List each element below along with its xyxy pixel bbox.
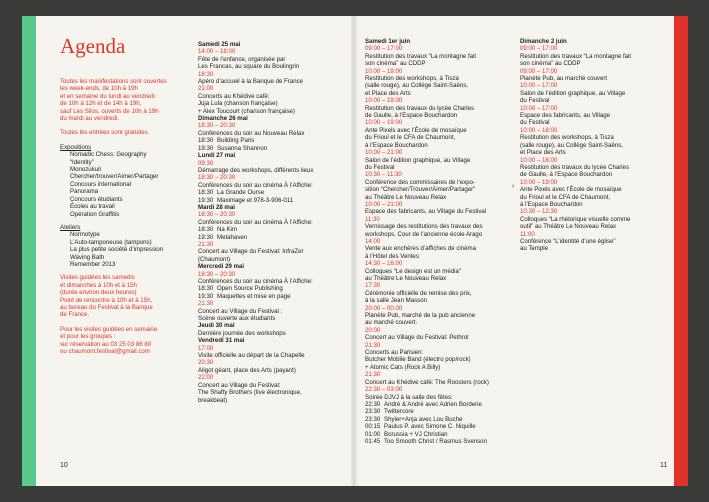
cursor-marker: ‹ [512, 183, 515, 190]
event-time: 18:30 – 20:30 [198, 174, 236, 182]
sub-event-label: Metahaven [217, 233, 248, 241]
event-time: 10:00 – 17:00 [520, 104, 558, 112]
event-time: 21:30 [365, 371, 381, 379]
sub-event [198, 293, 348, 300]
event-text: Conférence “L’identité d’une église” [520, 237, 616, 245]
event-text: Restitution des travaux du lycée Charles [520, 163, 630, 171]
event-time: 14:30 – 16:00 [365, 260, 403, 268]
event-time: 10:00 – 17:00 [520, 82, 558, 90]
sub-event [198, 197, 348, 204]
sub-event-time: 18:30 [198, 189, 214, 197]
sub-event-time: 00:15 [365, 423, 381, 431]
day-heading: Mercredi 29 mai [198, 263, 245, 271]
day-heading: Vendredi 31 mai [198, 337, 245, 345]
event-text: Conférences du soir au cinéma À l’Affiche: [198, 218, 313, 226]
book-gutter [350, 16, 358, 486]
event [520, 45, 665, 67]
event-text: son cinéma” au CDDP [520, 60, 581, 68]
day-heading: Dimanche 26 mai [198, 115, 248, 123]
sub-event-time: 18:30 [198, 226, 214, 234]
text-line: Visites guidées les samedis [60, 274, 135, 282]
event-text: (Chaumont) [198, 255, 231, 263]
list-item: Concours étudiants [70, 195, 123, 203]
event [365, 68, 510, 98]
event-text: Fête de l’enfance, organisée par [198, 55, 286, 63]
event-text: Démarrage des workshops, différents lieux [198, 166, 314, 174]
event-text: au Théâtre Le Nouveau Relax [365, 193, 447, 201]
event-time: 10:00 – 19:00 [365, 119, 403, 127]
event-text: Vernissage des restitutions des travaux des [365, 223, 483, 231]
event-text: à l’Espace Bouchardon [520, 200, 583, 208]
day-block [198, 115, 348, 152]
event [365, 119, 510, 149]
guided-visits-text [60, 274, 182, 318]
event-text: Ante Pixels avec l’École de mosaïque [520, 186, 622, 194]
text-line: de France. [60, 311, 90, 319]
event-time: 18:30 – 20:30 [198, 122, 236, 130]
event-time: 22:30 – 03:00 [365, 386, 403, 394]
event-text: Butcher Mobile Band (électro pop/rock) [365, 356, 471, 364]
event [198, 211, 348, 241]
event-text: Salon de l’édition graphique, au Village [520, 89, 626, 97]
event-text: Concert au Village du Festival: [198, 381, 281, 389]
day-block [520, 38, 665, 253]
event-text: Les Francas, au square du Boulingrin [198, 63, 300, 71]
list-item: Remember 2013 [70, 260, 116, 268]
sub-event-time: 19:30 [198, 292, 214, 300]
event-time: 10:00 – 18:00 [520, 126, 558, 134]
event-text: breakbeat) [198, 396, 228, 404]
event-time: 21:30 [365, 341, 381, 349]
group-visits-text [60, 326, 182, 356]
event-time: 11:30 [365, 215, 380, 223]
event-text: Restitution des travaux du lycée Charles [365, 104, 475, 112]
text-line: et dimanches à 10h et à 15h [60, 281, 137, 289]
event-time: 09:00 – 17:00 [520, 45, 558, 53]
schedule-column-2 [365, 38, 510, 445]
list-item: Normotype [70, 231, 100, 239]
event-text: à l’Espace Bouchardon [365, 141, 428, 149]
event [520, 208, 665, 230]
event-time: 09:00 – 17:00 [520, 67, 558, 75]
day-block [198, 263, 348, 322]
event-text: au Temple [520, 245, 549, 253]
event-time: 10:00 – 21:00 [365, 200, 403, 208]
event [365, 216, 510, 238]
day-block [198, 337, 348, 404]
event-text: Conférences du soir au cinéma À l’Affiche: [198, 278, 313, 285]
event-text: Espace des fabricants, au Village du Festival [365, 208, 487, 216]
page-title: Agenda [60, 34, 126, 58]
day-heading: Samedi 25 mai [198, 41, 241, 48]
sub-event [198, 137, 348, 144]
event-text: Restitution des travaux “La montagne fait [520, 52, 632, 60]
expositions-list [60, 144, 182, 218]
sub-event-time: 22:30 [365, 400, 381, 408]
event [520, 82, 665, 104]
event-text: Concerts au Khédive café: [198, 92, 270, 100]
event [365, 305, 510, 327]
sub-event-time: 23:30 [365, 415, 381, 423]
event-text: de Gaulle, à l’Espace Bouchardon [520, 171, 613, 179]
event-text: Soirée DJVJ à la salle des fêtes: [365, 393, 453, 401]
event-time: 17:00 [198, 344, 214, 352]
event [365, 282, 510, 304]
event [365, 342, 510, 372]
text-line: Toutes les entrées sont gratuites. [60, 129, 150, 137]
event-text: + Atomic Cats (Rock A Billy) [365, 363, 441, 371]
sub-event-time: 18:30 [198, 137, 214, 145]
event [520, 127, 665, 157]
text-line: sur réservation au 03 25 03 86 80 [60, 340, 152, 348]
event [198, 122, 348, 152]
event-text: Restitution des workshops, à Tisza [520, 134, 614, 142]
event-text: Apéro d’accueil à la Banque de France [198, 78, 304, 86]
sub-event-label: Shyler+Anja avec Lou Buche [384, 415, 463, 423]
event-time: 18:30 [198, 70, 214, 78]
event-text: à l’Hôtel des Ventes [365, 252, 419, 260]
event-time: 21:30 [198, 240, 214, 248]
sub-event-label: Twittercore [384, 408, 414, 416]
event-time: 10:30 – 12:30 [520, 208, 558, 216]
event-text: Conférences du soir au cinéma À l’Affiche: [198, 181, 313, 189]
list-item: La plus petite société d’impression [70, 246, 164, 254]
event-time: 09:30 [198, 159, 214, 167]
event [365, 386, 510, 445]
red-edge-strip [674, 16, 688, 486]
event-text: workshops, Cour de l’ancienne école Arago [365, 230, 483, 238]
text-line: les week-ends, de 10h à 19h [60, 85, 138, 93]
event [198, 71, 348, 86]
day-heading: Dimanche 2 juin [520, 38, 567, 45]
event-text: du Festival [365, 163, 395, 171]
text-line: et en semaine du lundi au vendredi [60, 92, 155, 100]
event [198, 271, 348, 301]
event-text: Restitution des travaux “La montagne fait [365, 52, 477, 60]
event-text: Scène ouverte aux étudiants [198, 315, 276, 323]
sub-event-time: 19:30 [198, 196, 214, 204]
list-item: Concours international [70, 180, 131, 188]
event-time: 10:00 – 19:00 [365, 67, 403, 75]
sub-event [365, 401, 510, 408]
event-text: et Place des Arts [365, 89, 411, 97]
text-line: Pour les visites guidées en semaine [60, 325, 158, 333]
event [365, 201, 510, 216]
sub-event-time: 18:30 [198, 285, 214, 293]
list-item: “Identity” [70, 158, 94, 166]
sub-event [198, 189, 348, 196]
expositions-list-title: Expositions [60, 143, 92, 151]
sub-event-label: André & André avec Adrien Borderie [384, 400, 482, 408]
event-text: Concert au Khédive café: The Roosters (rock) [365, 378, 489, 386]
list-item: Monozukuri [70, 166, 102, 174]
event-time: 20:00 – 00:00 [365, 304, 403, 312]
schedule-column-3 [520, 38, 665, 253]
event-text: Planète Pub, au marché couvert [520, 75, 608, 83]
day-heading: Samedi 1er juin [365, 38, 411, 45]
event-text: The Shafty Brothers (live électronique, [198, 389, 302, 397]
event [198, 174, 348, 204]
event-time: 21:00 [198, 85, 214, 93]
event [520, 157, 665, 179]
event-text: au Théâtre Le Nouveau Relax [365, 275, 447, 282]
sub-event-label: Na Kim [217, 226, 237, 234]
text-line: au bureau du Festival à la Banque [60, 303, 153, 311]
event-text: Vente aux enchères d’affiches de cinéma [365, 245, 477, 253]
event-time: 10:00 – 19:00 [520, 178, 558, 186]
sub-event-label: Susanna Shannon [217, 144, 268, 152]
sub-event-time: 01:45 [365, 437, 381, 445]
day-block [198, 322, 348, 337]
event-time: 10:00 – 19:00 [365, 97, 403, 105]
event [365, 171, 510, 201]
list-item: Nomadic Chess: Geography [70, 151, 147, 159]
event [198, 85, 348, 115]
event-text: Ante Pixels avec l’École de mosaïque [365, 126, 467, 134]
sub-event [198, 145, 348, 152]
sub-event-time: 19:30 [198, 233, 214, 241]
day-heading: Jeudi 30 mai [198, 322, 235, 330]
event-text: Colloques “Le design est un média” [365, 267, 461, 275]
event [520, 179, 665, 209]
event-time: 20:00 [365, 326, 381, 334]
event-text: Concerts au Parisien: [365, 349, 424, 357]
event-time: 14:00 [365, 237, 381, 245]
event-time: 10:30 – 11:30 [365, 171, 402, 179]
day-block [198, 204, 348, 263]
event-text: Restitution des workshops, à Tisza [365, 75, 459, 83]
event-text: Concert au Village du Festival : [198, 307, 283, 315]
event [365, 45, 510, 67]
event-text: Visite officielle au départ de la Chapelle [198, 352, 305, 360]
event [198, 241, 348, 263]
event [198, 345, 348, 360]
event [365, 238, 510, 260]
sub-event [365, 408, 510, 415]
event-text: Juja Lula (chanson française) [198, 100, 278, 108]
text-line: (durée environ deux heures) [60, 289, 137, 297]
event-text: Conférences du soir au Nouveau Relax [198, 129, 305, 137]
list-item: Opération Graffitis [70, 210, 120, 218]
event-text: Espace des fabricants, au Village [520, 112, 610, 120]
event-text: du Frioul et le CFA de Chaumont, [520, 193, 611, 201]
event [365, 149, 510, 171]
event [198, 359, 348, 374]
day-heading: Lundi 27 mai [198, 152, 236, 160]
list-item: Panorama [70, 188, 99, 196]
event-text: du Frioul et le CFA de Chaumont, [365, 134, 456, 142]
event [198, 160, 348, 175]
sub-event-label: Too Smooth Christ / Rasmus Svenson [384, 437, 487, 445]
schedule-column-1 [198, 41, 348, 404]
text-line: Toutes les manifestations sont ouvertes [60, 78, 167, 85]
event-text: au marché couvert. [365, 319, 418, 327]
text-line: ou chaumont.festival@gmail.com [60, 348, 150, 355]
event [198, 300, 348, 322]
day-block [365, 38, 510, 445]
event [520, 68, 665, 83]
day-block [198, 41, 348, 115]
sub-event-time: 23:30 [365, 408, 381, 416]
event-text: Planète Pub, marché de la pub ancienne [365, 312, 476, 320]
sub-event [365, 423, 510, 430]
sub-event-label: Borussia + VJ Christian [384, 430, 448, 438]
sub-event [198, 285, 348, 292]
sub-event-label: Open Source Publishing [217, 285, 283, 293]
event-time: 22:00 [198, 374, 214, 382]
event-text: et Place des Arts [520, 149, 566, 157]
event-text: (salle rouge), au Collège Saint-Saëns, [520, 141, 623, 149]
sub-event-label: Building Paris [217, 137, 255, 145]
event-text: Salon de l’édition graphique, au Village [365, 156, 471, 164]
event-time: 14:00 – 18:00 [198, 48, 236, 56]
free-entry-text [60, 129, 182, 136]
sub-event [365, 438, 510, 445]
sub-event [365, 431, 510, 438]
list-item: Chercher/trouver/Aimer/Partager [70, 173, 159, 181]
event-text: Colloques “La rhétorique visuelle comme [520, 215, 631, 223]
page-number-right: 11 [660, 462, 668, 469]
event [520, 231, 665, 253]
sub-event-label: Maximage et 978-3-906-011 [217, 196, 294, 204]
sub-event-label: Maquettes et mise en page [217, 292, 291, 300]
event-time: 17:30 [365, 282, 381, 290]
sub-event-time: 19:30 [198, 144, 214, 152]
event [365, 260, 510, 282]
list-item: Waving Bath [70, 253, 105, 261]
event-text: sition “Chercher/Trouver/Aimer/Partager” [365, 186, 476, 194]
sub-event-time: 01:00 [365, 430, 381, 438]
event-text: Cérémonie officielle de remise des prix, [365, 289, 472, 297]
event-text: + Alex Toucourt (chanson française) [198, 107, 295, 115]
event [198, 374, 348, 404]
event-text: Concert au Village du Festival: InfraZer [198, 248, 304, 256]
text-line: de 10h à 12h et de 14h à 19h, [60, 100, 142, 108]
event-text: Concert au Village du Festival: Pethrol [365, 334, 469, 342]
text-line: Point de rencontre à 10h et à 15h, [60, 296, 153, 304]
event-time: 18:30 – 20:30 [198, 270, 236, 278]
event-text: à la salle Jean Masson [365, 297, 427, 305]
event-text: outil” au Théâtre Le Nouveau Relax [520, 223, 617, 231]
sub-event [198, 226, 348, 233]
event-text: du Festival [520, 97, 550, 105]
ateliers-list [60, 224, 182, 268]
event-time: 18:30 – 20:30 [198, 211, 236, 219]
event-time: 20:30 [198, 359, 214, 367]
event-text: Conférence des commissaires de l’expo- [365, 178, 476, 186]
event [365, 97, 510, 119]
sub-event-label: Paulus P. avec Simone C. Niquille [384, 423, 476, 431]
event-text: son cinéma” au CDDP [365, 60, 426, 68]
page-number-left: 10 [60, 462, 68, 469]
event-text: Dernière journée des workshops [198, 329, 286, 337]
text-line: du mardi au vendredi. [60, 115, 119, 123]
event-time: 21:30 [198, 300, 214, 308]
text-line: et pour les groupes : [60, 333, 116, 341]
sub-event [198, 234, 348, 241]
opening-hours-text [60, 78, 182, 122]
event-text: de Gaulle, à l’Espace Bouchardon [365, 112, 458, 120]
event [365, 371, 510, 386]
green-edge-strip [22, 16, 36, 486]
event [198, 330, 348, 337]
event-time: 09:00 – 17:00 [365, 45, 403, 53]
day-block [198, 152, 348, 204]
sub-event-label: La Grande Ourse [217, 189, 265, 197]
event [365, 327, 510, 342]
event-time: 11:00 [520, 230, 535, 238]
event-time: 10:00 – 21:00 [365, 149, 403, 157]
ateliers-list-title: Ateliers [60, 223, 81, 231]
event [520, 105, 665, 127]
event-text: (salle rouge), au Collège Saint-Saëns, [365, 82, 468, 90]
sub-event [365, 416, 510, 423]
day-heading: Mardi 28 mai [198, 203, 235, 211]
event-text: Aligot géant, place des Arts (payant) [198, 366, 296, 374]
event [198, 48, 348, 70]
event-text: du Festival [520, 119, 550, 127]
list-item: Écoles au travail [70, 203, 115, 211]
event-time: 10:00 – 18:00 [520, 156, 558, 164]
text-line: sauf Les Silos, ouverts de 10h à 19h [60, 107, 159, 115]
list-item: L’Auto-tamponeuse (tampons) [70, 238, 152, 246]
intro-column [60, 78, 182, 362]
